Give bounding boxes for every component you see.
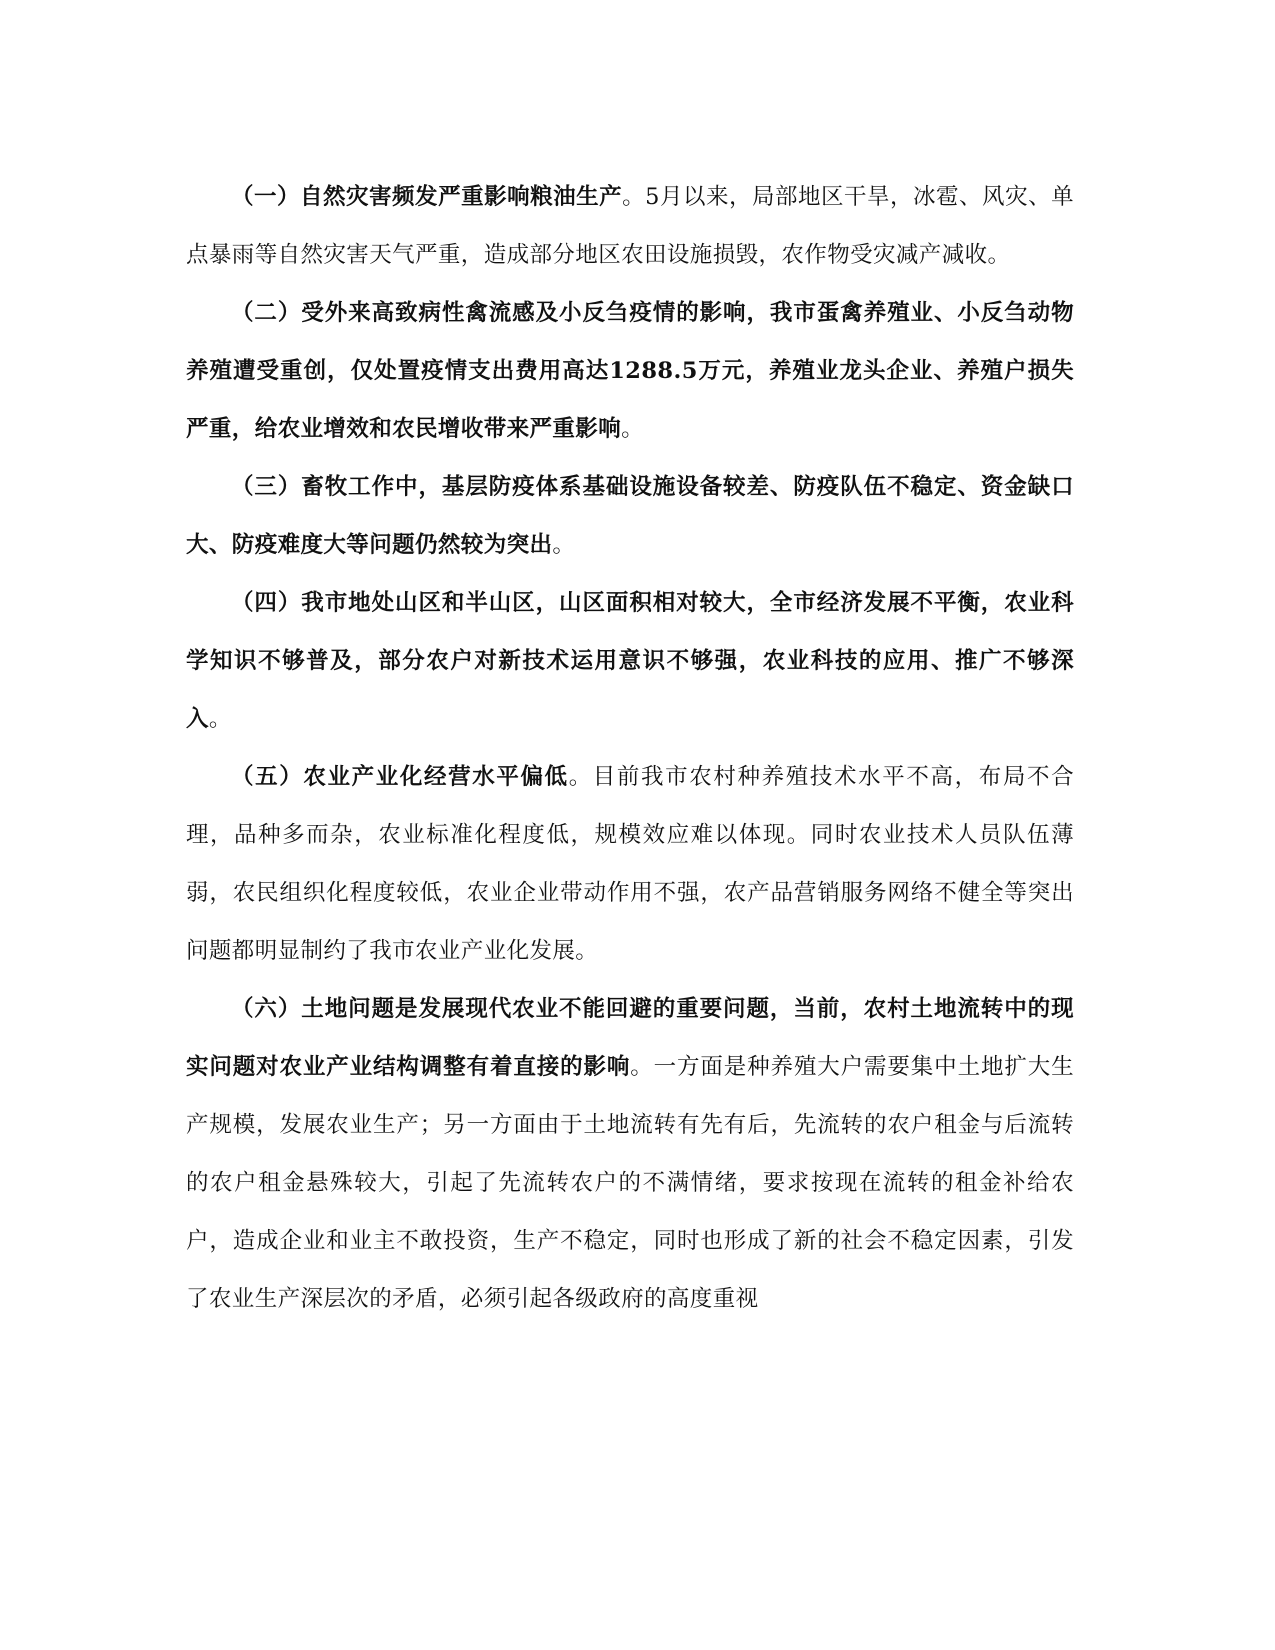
paragraph-6-text: 。一方面是种养殖大户需要集中土地扩大生产规模，发展农业生产；另一方面由于土地流转有先有后，先流转的农户租金与后流转的农户租金悬殊较大，引起了先流转农户的不满情绪，要求按现在流转的租金补给农户，造成企业和业主不敢投资，生产不稳定，同时也形成了新的社会不稳定因素，引发了农业生产深层次的矛盾，必须引起各级政府的高度重视 (186, 1054, 1074, 1312)
paragraph-1 (186, 168, 1074, 284)
paragraph-5-text: 。目前我市农村种养殖技术水平不高，布局不合理，品种多而杂，农业标准化程度低，规模效应难以体现。同时农业技术人员队伍薄弱，农民组织化程度较低，农业企业带动作用不强，农产品营销服务网络不健全等突出问题都明显制约了我市农业产业化发展。 (186, 764, 1074, 964)
paragraph-4-text: 。 (208, 706, 232, 732)
paragraph-3-heading: （三）畜牧工作中，基层防疫体系基础设施设备较差、防疫队伍不稳定、资金缺口大、防疫难度大等问题仍然较为突出 (186, 474, 1074, 558)
paragraph-4-heading: （四）我市地处山区和半山区，山区面积相对较大，全市经济发展不平衡，农业科学知识不够普及，部分农户对新技术运用意识不够强，农业科技的应用、推广不够深入 (186, 590, 1074, 732)
paragraph-3 (186, 458, 1074, 574)
paragraph-2 (186, 284, 1074, 458)
paragraph-6 (186, 980, 1074, 1328)
paragraph-1-text: 。5月以来，局部地区干旱，冰雹、风灾、单点暴雨等自然灾害天气严重，造成部分地区农田设施损毁，农作物受灾减产减收。 (186, 184, 1074, 268)
paragraph-2-heading: （二）受外来高致病性禽流感及小反刍疫情的影响，我市蛋禽养殖业、小反刍动物养殖遭受重创，仅处置疫情支出费用高达1288.5万元，养殖业龙头企业、养殖户损失严重，给农业增效和农民增收带来严重影响 (186, 300, 1074, 442)
paragraph-4 (186, 574, 1074, 748)
paragraph-6-heading: （六）土地问题是发展现代农业不能回避的重要问题，当前，农村土地流转中的现实问题对农业产业结构调整有着直接的影响 (186, 996, 1074, 1080)
paragraph-2-text: 。 (621, 416, 645, 442)
document-body (186, 168, 1074, 1328)
paragraph-5 (186, 748, 1074, 980)
paragraph-1-heading: （一）自然灾害频发严重影响粮油生产 (231, 184, 623, 210)
paragraph-3-text: 。 (552, 532, 576, 558)
paragraph-5-heading: （五）农业产业化经营水平偏低 (231, 764, 569, 790)
